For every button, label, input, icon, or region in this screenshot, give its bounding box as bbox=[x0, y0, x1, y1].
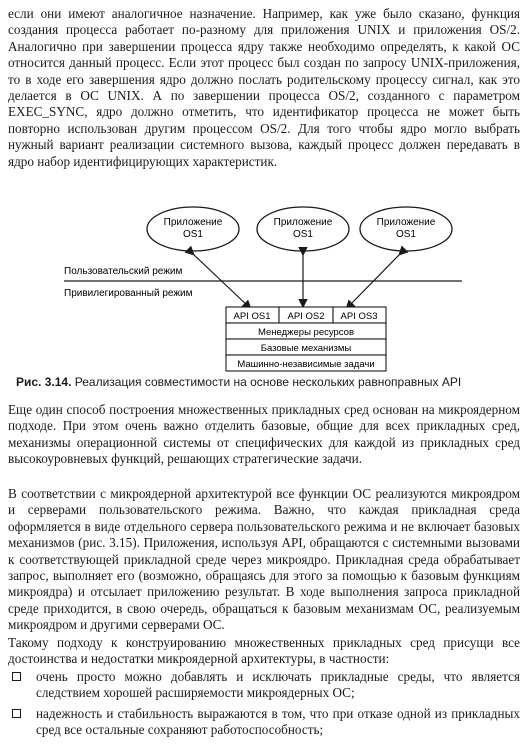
checkbox-bullet-icon bbox=[12, 709, 21, 718]
caption-label: Рис. 3.14. bbox=[16, 375, 72, 389]
app-ellipse-2 bbox=[257, 207, 349, 251]
app-ellipse-3 bbox=[360, 207, 452, 251]
figure-3-14 bbox=[0, 196, 527, 376]
paragraph-1: если они имеют аналогичное назначение. Например, как уже было сказано, функция создания процесса работает по-разному для приложения UNIX и приложения OS/2. Аналогично при завершении процесса ядру также необходимо определять, к какой ОС относится данный процесс. Если этот процесс был создан по запросу UNIX-приложения, то в ходе его завершения ядро должно послать родительскому процессу сигнал, как это делается в ОС UNIX. А по завершении процесса OS/2, созданного с параметром EXEC_SYNC, ядро должно отметить, что идентификатор процесса не может быть повторно использован другим процессом OS/2. Для того чтобы ядро могло выбрать нужный вариант реализации системного вызова, каждый процесс должен передавать в ядро набор идентифицирующих характеристик. bbox=[8, 6, 520, 169]
app-3-line1: Приложение bbox=[376, 217, 436, 228]
caption-text: Реализация совместимости на основе нескольких равноправных API bbox=[71, 375, 462, 389]
user-mode-label: Пользовательский режим bbox=[64, 266, 183, 277]
layer-1-label: Менеджеры ресурсов bbox=[258, 327, 354, 338]
app-1-line2: OS1 bbox=[182, 229, 204, 240]
paragraph-3: В соответствии с микроядерной архитектурой все функции ОС реализуются микроядром и серверами пользовательского режима. Важно, что каждая прикладная среда оформляется в виде отдельного сервера пользовательского режима и не включает базовых механизмов (рис. 3.15). Приложения, используя API, обращаются с системными вызовами к соответствующей прикладной среде через микроядро. Прикладная среда обрабатывает запрос, выполняет его (возможно, обращаясь для этого за помощью к базовым функциям микроядра) и отсылает приложению результат. В ходе выполнения запроса прикладной среде приходится, в свою очередь, обращаться к базовым механизмам ОС, реализуемым микроядром и другими серверами ОС. bbox=[8, 486, 520, 633]
api-row bbox=[226, 307, 386, 323]
app-3-line2: OS1 bbox=[395, 229, 417, 240]
app-2-line1: Приложение bbox=[273, 217, 333, 228]
layer-2-label: Базовые механизмы bbox=[260, 343, 352, 354]
api-os2: API OS2 bbox=[287, 311, 325, 322]
list-item: очень просто можно добавлять и исключать прикладные среды, что является следствием хорошей расширяемости микроядерных ОС; bbox=[8, 669, 520, 702]
api-os1: API OS1 bbox=[233, 311, 271, 322]
paragraph-4: Такому подходу к конструированию множественных прикладных сред присущи все достоинства и недостатки микроядерной архитектуры, в частности: bbox=[8, 635, 520, 667]
bullet-list bbox=[8, 669, 520, 743]
layer-3-label: Машинно-независимые задачи bbox=[237, 359, 375, 370]
app-2-line2: OS1 bbox=[292, 229, 314, 240]
app-ellipse-1 bbox=[147, 207, 239, 251]
priv-mode-label: Привилегированный режим bbox=[64, 288, 193, 299]
api-os3: API OS3 bbox=[340, 311, 378, 322]
figure-caption bbox=[16, 374, 516, 390]
paragraph-2: Еще один способ построения множественных прикладных сред основан на микроядерном подходе. При этом очень важно отделить базовые, общие для всех прикладных сред, механизмы операционной системы от специфических для каждой из прикладных сред высокоуровневых функций, решающих стратегические задачи. bbox=[8, 402, 520, 467]
app-1-line1: Приложение bbox=[163, 217, 223, 228]
checkbox-bullet-icon bbox=[12, 672, 21, 681]
list-item: надежность и стабильность выражаются в том, что при отказе одной из прикладных сред все остальные сохраняют работоспособность; bbox=[8, 706, 520, 739]
